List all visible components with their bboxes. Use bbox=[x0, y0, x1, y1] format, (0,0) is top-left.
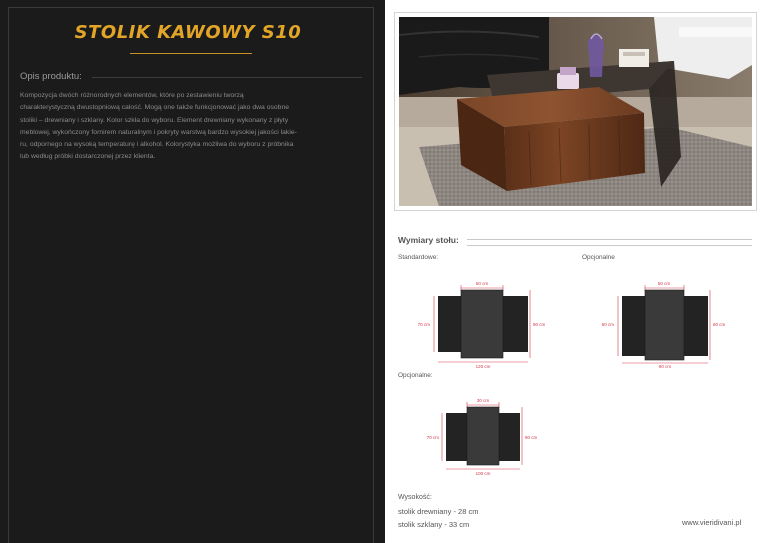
description-line: ru, odpornego na wysoką temperaturę i alkohol. Kolorystyka możliwa do wyboru z próbnika bbox=[20, 141, 294, 149]
website-link[interactable]: www.vieridivani.pl bbox=[682, 518, 742, 527]
height-item: stolik szklany - 33 cm bbox=[398, 520, 470, 529]
dim-top: 30 cm bbox=[476, 398, 490, 403]
panel-frame bbox=[8, 7, 374, 543]
description-line: stoliki – drewniany i szklany. Kolor szkła do wyboru. Element drewniany wykonany z płyty bbox=[20, 116, 289, 124]
dimension-diagram-optional-2 bbox=[420, 396, 544, 478]
description-line: lub według próbki dostarczonej przez klienta. bbox=[20, 153, 156, 161]
product-photo bbox=[399, 17, 752, 206]
dimensions-heading: Wymiary stołu: bbox=[398, 235, 459, 245]
product-photo-frame bbox=[394, 12, 757, 211]
description-heading: Opis produktu: bbox=[20, 71, 82, 82]
optional-label-2: Opcjonalne: bbox=[398, 372, 433, 379]
standard-label: Standardowe: bbox=[398, 254, 439, 261]
description-text bbox=[20, 90, 362, 164]
optional-label: Opcjonalne bbox=[582, 254, 615, 261]
description-line: charakterystyczną dwustopniową całość. Mogą one także funkcjonować jako dwa osobne bbox=[20, 104, 290, 112]
dim-left: 70 cm bbox=[426, 435, 439, 440]
dimension-diagram-optional bbox=[600, 278, 732, 370]
description-line: meblowej, wykończony fornirem naturalnym i pokryty warstwą bardzo wysokiej jakości lakie- bbox=[20, 128, 297, 136]
title-underline bbox=[130, 53, 252, 54]
dim-bottom: 120 cm bbox=[475, 364, 491, 369]
dim-left: 60 cm bbox=[601, 322, 614, 327]
description-line: Kompozycja dwóch różnorodnych elementów, które po zestawieniu tworzą bbox=[20, 92, 244, 99]
heights-label: Wysokość: bbox=[398, 494, 432, 501]
height-item: stolik drewniany - 28 cm bbox=[398, 507, 479, 516]
dim-top: 50 cm bbox=[657, 281, 671, 286]
dim-right: 90 cm bbox=[533, 322, 546, 327]
dim-top: 50 cm bbox=[475, 281, 489, 286]
dim-bottom: 100 cm bbox=[475, 471, 491, 476]
dim-right: 80 cm bbox=[713, 322, 726, 327]
dim-right: 90 cm bbox=[525, 435, 538, 440]
dim-left: 70 cm bbox=[418, 322, 430, 327]
dimension-diagram-standard bbox=[418, 278, 550, 370]
description-heading-rule bbox=[92, 77, 362, 78]
product-title: STOLIK KAWOWY S10 bbox=[74, 22, 302, 43]
coffee-table-illustration bbox=[399, 17, 752, 206]
dim-bottom: 90 cm bbox=[658, 364, 672, 369]
dimensions-heading-rule bbox=[467, 239, 752, 246]
